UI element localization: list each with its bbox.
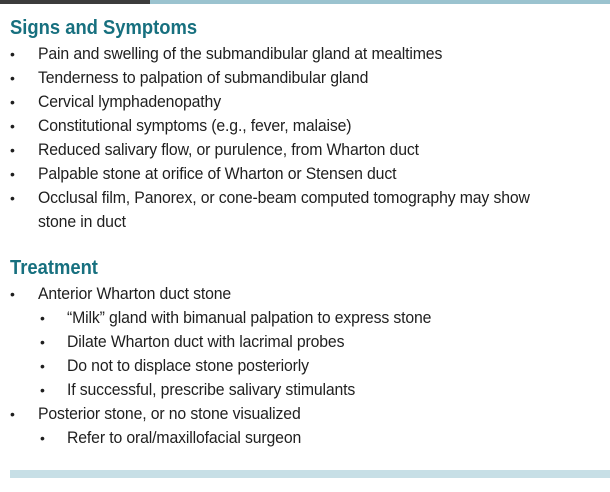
bullet-icon: • xyxy=(10,286,15,302)
list-item: • Refer to oral/maxillofacial surgeon xyxy=(10,426,602,450)
bullet-icon: • xyxy=(10,166,15,182)
list-item: • Occlusal film, Panorex, or cone-beam computed tomography may show stone in duct xyxy=(10,188,530,231)
list-item: • Reduced salivary flow, or purulence, from Wharton duct xyxy=(10,138,602,162)
bullet-icon: • xyxy=(10,118,15,134)
bullet-icon: • xyxy=(10,94,15,110)
bullet-icon: • xyxy=(10,70,15,86)
document-content xyxy=(10,14,602,450)
bullet-icon: • xyxy=(10,46,15,62)
treatment-list xyxy=(10,282,602,306)
list-item: • Pain and swelling of the submandibular gland at mealtimes xyxy=(10,42,602,66)
list-item: • Cervical lymphadenopathy xyxy=(10,90,602,114)
signs-symptoms-list xyxy=(10,42,602,234)
bullet-icon: • xyxy=(10,406,15,422)
bullet-icon: • xyxy=(40,430,45,446)
list-item: • Posterior stone, or no stone visualized xyxy=(10,402,602,426)
signs-symptoms-heading: Signs and Symptoms xyxy=(10,17,198,39)
list-item: • Anterior Wharton duct stone xyxy=(10,282,602,306)
bullet-icon: • xyxy=(40,310,45,326)
list-item: • If successful, prescribe salivary stimulants xyxy=(10,378,602,402)
list-item: • “Milk” gland with bimanual palpation to express stone xyxy=(10,306,602,330)
bullet-icon: • xyxy=(40,382,45,398)
top-rule xyxy=(0,0,610,4)
list-item: • Constitutional symptoms (e.g., fever, malaise) xyxy=(10,114,602,138)
treatment-heading: Treatment xyxy=(10,257,98,279)
treatment-list-continued xyxy=(10,402,602,426)
list-item: • Dilate Wharton duct with lacrimal probes xyxy=(10,330,602,354)
bottom-rule xyxy=(10,470,610,478)
list-item: • Palpable stone at orifice of Wharton or Stensen duct xyxy=(10,162,602,186)
top-rule-light-segment xyxy=(150,0,610,4)
treatment-sublist-anterior xyxy=(10,306,602,402)
treatment-sublist-posterior xyxy=(10,426,602,450)
bullet-icon: • xyxy=(10,190,15,206)
bullet-icon: • xyxy=(10,142,15,158)
top-rule-dark-segment xyxy=(0,0,150,4)
bullet-icon: • xyxy=(40,334,45,350)
bullet-icon: • xyxy=(40,358,45,374)
list-item: • Do not to displace stone posteriorly xyxy=(10,354,602,378)
section-gap xyxy=(10,234,602,254)
list-item: • Tenderness to palpation of submandibular gland xyxy=(10,66,602,90)
